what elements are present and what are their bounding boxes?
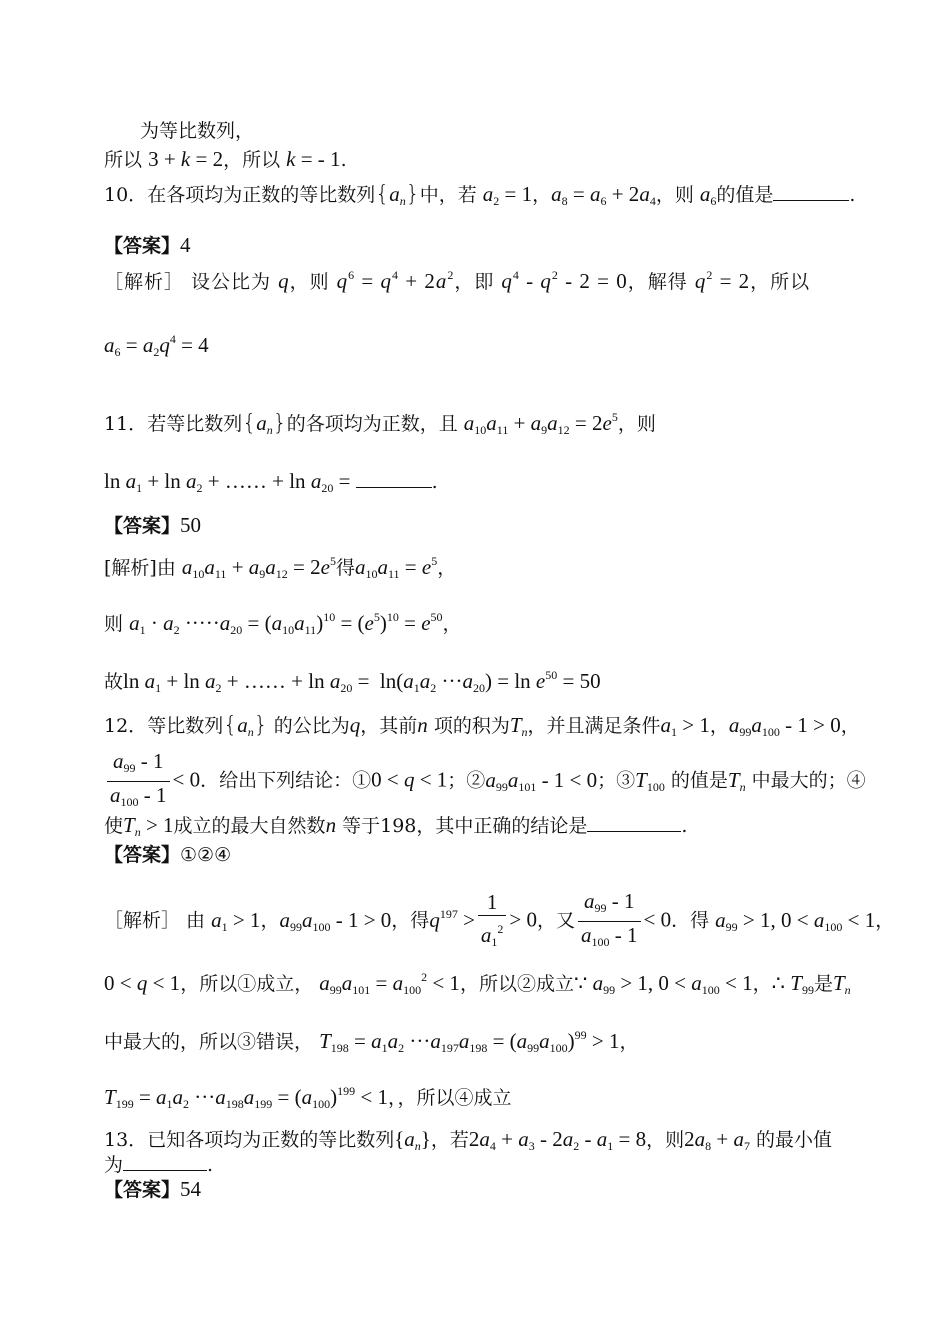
solution-12-step3: 中最大的，所以③错误， $T_{198} = a_1a_2 \cdot\cdot\cdot a_{197}a_{198} = (a_{99}a_{100})^{99} > 1$， <box>104 1028 639 1055</box>
question-12-conclusions: $\frac{a_{99} - 1}{a_{100} - 1}$ < 0．给出下列结论：①0 < q < 1；$②a_{99}a_{101} - 1 < 0$；$③T_{100}$ 的值是$T_n$ 中最大的；④ <box>104 748 866 815</box>
answer-10: 【答案】4 <box>104 233 191 257</box>
text-line: 为等比数列， <box>140 120 255 142</box>
question-11: 11．若等比数列$\{a_n\}$的各项均为正数，且 $a_{10}a_{11} + a_9a_{12} = 2e^5$，则 <box>104 410 656 437</box>
solution-11-step2: 则 $a_1 \cdot a_2 \cdot\cdot\cdot\cdot\cdot a_{20} = (a_{10}a_{11})^{10} = (e^5)^{10} = e^{50}$， <box>104 610 462 637</box>
solution-10: ［解析］ 设公比为 q，则 $q^6 = q^4 + 2a^2$，即 $q^4 - q^2 - 2 = 0$，解得 $q^2 = 2$，所以 <box>104 268 811 293</box>
answer-12: 【答案】①②④ <box>104 844 232 866</box>
solution-12-step4: $T_{199} = a_1a_2 \cdot\cdot\cdot a_{198}a_{199} = (a_{100})^{199} < 1$，，所以④成立 <box>104 1084 512 1111</box>
question-13: 13．已知各项均为正数的等比数列$\{a_n\}$，若$2a_4 + a_3 - 2a_2 - a_1 = 8$，则$2a_8 + a_7$ 的最小值 <box>104 1127 833 1153</box>
answer-11: 【答案】50 <box>104 513 202 537</box>
question-12: 12．等比数列$\{a_n\}$ 的公比为q，其前n 项的积为$T_n$，并且满足条件$a_1 > 1$，$a_{99}a_{100} - 1 > 0$， <box>104 713 860 739</box>
solution-10-result: $a_6 = a_2q^4 = 4$ <box>104 332 209 359</box>
question-12-line3: 使$T_n > 1$成立的最大自然数n 等于198，其中正确的结论是 . <box>104 813 688 839</box>
answer-13: 【答案】54 <box>104 1177 202 1201</box>
solution-11-step3: 故$\ln a_1 + \ln a_2$ + …… + $\ln a_{20} = \ln(a_1a_2 \cdot\cdot\cdot a_{20}) = \ln e^{50} = 50$ <box>104 668 601 695</box>
solution-12-step2: 0 < q < 1，所以①成立， $a_{99}a_{101} = a_{100}^2 < 1$，所以②成立∵ $a_{99} > 1$, $0 < a_{100} < 1$，∴ $T_{99}$是$T_n$ <box>104 970 851 997</box>
text-line: 所以 3 + k = 2，所以 k = - 1. <box>104 147 347 171</box>
question-13-line2: 为 . <box>104 1154 214 1176</box>
question-10: 10．在各项均为正数的等比数列$\{a_n\}$中，若 $a_2 = 1$，$a_8 = a_6 + 2a_4$，则 $a_6$的值是 . <box>104 182 856 208</box>
solution-11: [解析]由 $a_{10}a_{11} + a_9a_{12} = 2e^5$得$a_{10}a_{11} = e^5$， <box>104 554 457 581</box>
question-11-expression: $\ln a_1 + \ln a_2$ + …… + $\ln a_{20}$ = . <box>104 469 438 495</box>
solution-12: ［解析］ 由 $a_1 > 1$，$a_{99}a_{100} - 1 > 0$，得$q^{197}$ > $\frac{1}{a_1^2}$ > 0，又 $\frac{a_{99} - 1}{a_{100} - 1}$ < 0．得 $a_{99} > 1$, $0 < a_{100} < 1$， <box>104 889 895 949</box>
